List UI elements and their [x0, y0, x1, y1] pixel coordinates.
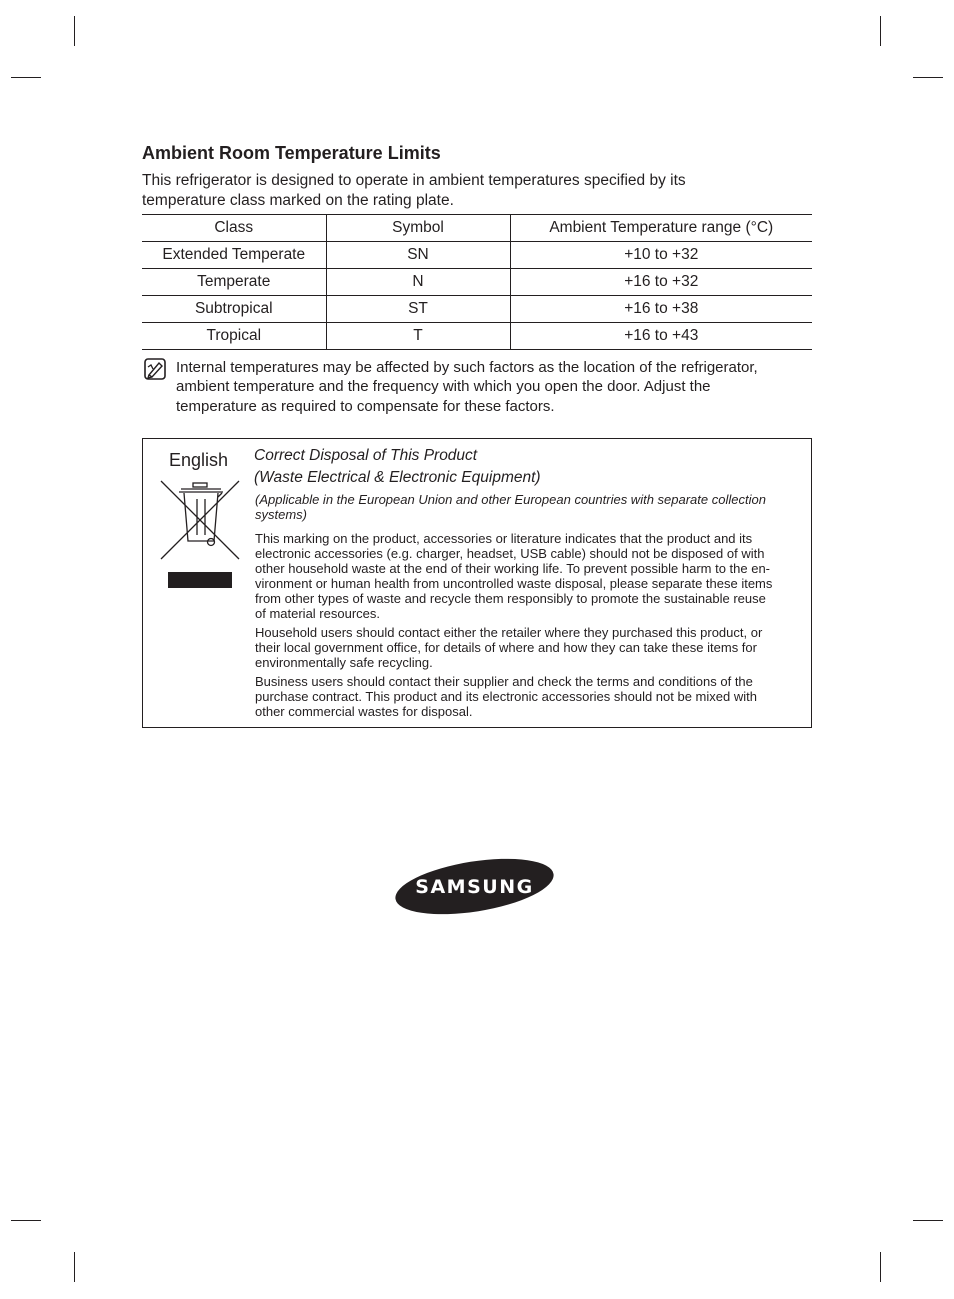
- samsung-logo: [393, 858, 556, 915]
- header-range: Ambient Temperature range (°C): [510, 215, 812, 242]
- intro-text: [142, 171, 812, 210]
- disposal-text: [254, 445, 799, 723]
- table-row: [142, 323, 812, 350]
- scope-line: (Applicable in the European Union and other European countries with separate collection: [255, 491, 766, 507]
- crop-mark: [913, 77, 943, 78]
- crop-mark: [913, 1220, 943, 1221]
- table-row: [142, 269, 812, 296]
- crop-mark: [74, 16, 75, 46]
- paragraph-line: This marking on the product, accessories or literature indicates that the product and its: [255, 530, 753, 546]
- logo-text: SAMSUNG: [415, 876, 534, 898]
- cell-class: Subtropical: [142, 296, 326, 323]
- language-label: English: [169, 449, 229, 470]
- paragraph-line: purchase contract. This product and its electronic accessories should not be mixed with: [255, 688, 757, 704]
- paragraph-line: other household waste at the end of their working life. To prevent possible harm to the en-: [255, 560, 771, 576]
- cell-range: +16 to +38: [510, 296, 812, 323]
- cell-class: Temperate: [142, 269, 326, 296]
- paragraph-line: of material resources.: [255, 605, 380, 621]
- paragraph-line: from other types of waste and recycle them responsibly to promote the sustainable reuse: [255, 590, 766, 606]
- disposal-paragraph: [255, 674, 799, 719]
- table-row: [142, 242, 812, 269]
- cell-symbol: ST: [326, 296, 510, 323]
- intro-line: temperature class marked on the rating plate.: [142, 191, 454, 209]
- crop-mark: [880, 16, 881, 46]
- header-symbol: Symbol: [326, 215, 510, 242]
- section-title: Ambient Room Temperature Limits: [142, 143, 441, 163]
- note-line: ambient temperature and the frequency with which you open the door. Adjust the: [176, 378, 711, 396]
- note-block: [142, 358, 812, 416]
- disposal-box: [142, 438, 812, 728]
- cell-class: Extended Temperate: [142, 242, 326, 269]
- cell-range: +16 to +43: [510, 323, 812, 350]
- note-icon: [144, 358, 166, 380]
- cell-range: +16 to +32: [510, 269, 812, 296]
- temperature-class-table: [142, 214, 812, 350]
- cell-symbol: T: [326, 323, 510, 350]
- note-text: [176, 358, 758, 416]
- paragraph-line: Business users should contact their supplier and check the terms and conditions of the: [255, 673, 753, 689]
- intro-line: This refrigerator is designed to operate in ambient temperatures specified by its: [142, 172, 686, 189]
- paragraph-line: other commercial wastes for disposal.: [255, 703, 473, 719]
- crop-mark: [74, 1252, 75, 1282]
- crop-mark: [880, 1252, 881, 1282]
- crop-mark: [11, 77, 41, 78]
- note-line: temperature as required to compensate for these factors.: [176, 397, 555, 415]
- paragraph-line: their local government office, for details of where and how they can take these items for: [255, 639, 757, 655]
- cell-symbol: N: [326, 269, 510, 296]
- scope-line: systems): [255, 506, 307, 522]
- disposal-paragraph: [255, 625, 799, 670]
- cell-range: +10 to +32: [510, 242, 812, 269]
- paragraph-line: environmentally safe recycling.: [255, 654, 433, 670]
- crop-mark: [11, 1220, 41, 1221]
- paragraph-line: vironment or human health from uncontrolled waste disposal, please separate these items: [255, 575, 773, 591]
- disposal-paragraph: [255, 531, 799, 621]
- disposal-title-line: (Waste Electrical & Electronic Equipment): [254, 468, 541, 486]
- table-header-row: [142, 215, 812, 242]
- disposal-scope: [255, 492, 799, 522]
- crossed-out-wheelie-bin-icon: [159, 479, 241, 561]
- cell-class: Tropical: [142, 323, 326, 350]
- table-row: [142, 296, 812, 323]
- page-content: [142, 142, 812, 728]
- paragraph-line: electronic accessories (e.g. charger, headset, USB cable) should not be disposed of with: [255, 545, 765, 561]
- header-class: Class: [142, 215, 326, 242]
- note-line: Internal temperatures may be affected by such factors as the location of the refrigerator,: [176, 359, 758, 376]
- paragraph-line: Household users should contact either the retailer where they purchased this product, or: [255, 624, 763, 640]
- weee-bar: [168, 572, 232, 588]
- cell-symbol: SN: [326, 242, 510, 269]
- disposal-title: [254, 445, 799, 489]
- disposal-title-line: Correct Disposal of This Product: [254, 446, 478, 464]
